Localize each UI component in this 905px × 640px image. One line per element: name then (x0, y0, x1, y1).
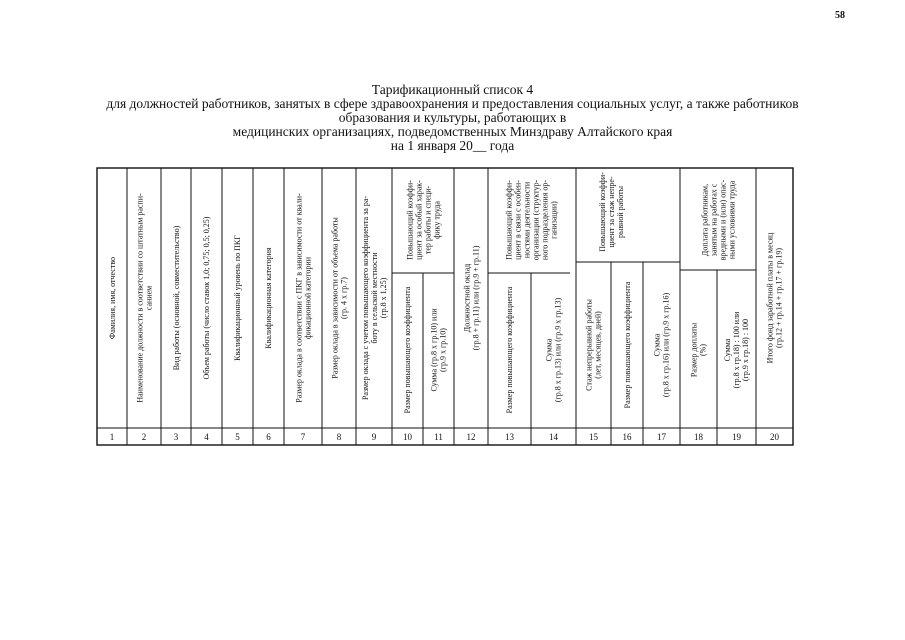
column-number-5: 5 (235, 432, 240, 442)
column-header-line: боту в сельской местности (370, 252, 379, 344)
column-header-h2 (136, 193, 154, 403)
column-number-11: 11 (434, 432, 443, 442)
column-header-line: Стаж непрерывной работы (584, 299, 594, 391)
column-header-g3 (598, 172, 625, 252)
column-header-line: Сумма (723, 338, 732, 362)
column-header-line: санием (144, 285, 154, 311)
column-header-line: ными условиями труда (727, 180, 737, 260)
column-header-h4 (202, 216, 211, 379)
column-header-line: Итого фонд заработной платы в месяц (765, 232, 775, 364)
column-header-line: Сумма (544, 338, 554, 362)
column-header-line: занятым на работах с (709, 183, 719, 257)
column-header-line: Квалификационный уровень по ПКГ (233, 235, 242, 361)
column-header-g2 (505, 179, 559, 260)
column-header-line: (гр.12 + гр.14 + гр.17 + гр.19) (774, 248, 784, 348)
column-number-4: 4 (204, 432, 209, 442)
column-header-h11 (430, 308, 448, 392)
column-header-h13 (505, 286, 514, 413)
column-header-line: фику труда (432, 201, 442, 239)
column-header-line: Размер повышающего коэффициента (403, 286, 412, 414)
header-labels (108, 172, 784, 413)
column-header-line: Сумма (652, 333, 662, 357)
column-number-8: 8 (336, 432, 342, 442)
column-header-line: (гр. 4 х гр.7) (339, 277, 349, 319)
column-number-15: 15 (589, 432, 598, 442)
column-header-h8 (331, 217, 349, 379)
column-header-line: Доплата работникам, (700, 183, 710, 257)
column-header-line: Повышающий коэффи- (598, 172, 607, 252)
column-header-h17 (653, 293, 671, 398)
column-header-line: Фамилия, имя, отчество (108, 256, 117, 340)
document-subtitle-line-2: образования и культуры, работающих в (338, 110, 567, 125)
column-header-line: Размер оклада с учетом повышающего коэффициента за ра- (361, 195, 370, 401)
column-header-line: организации (структур- (531, 179, 541, 261)
column-number-10: 10 (403, 432, 412, 442)
column-header-line: ностями деятельности (522, 181, 532, 259)
column-number-6: 6 (266, 432, 271, 442)
column-header-line: фикационной категории (303, 257, 313, 339)
column-header-line: вредными и (или) опас- (718, 179, 728, 261)
column-header-line: Повышающий коэффи- (405, 180, 415, 260)
column-header-h5 (233, 235, 242, 361)
column-header-line: (гр.8 + гр.11) или (гр.9 + гр.11) (471, 245, 481, 351)
column-header-h10 (403, 286, 412, 413)
column-header-h6 (264, 247, 273, 349)
column-header-line: Наименование должности в соответствии со штатным распи- (135, 193, 145, 403)
column-header-line: (гр.9 х гр.18) : 100 (741, 318, 750, 382)
column-header-line: (гр.9 х гр.10) (438, 328, 448, 372)
column-header-h16 (623, 281, 632, 408)
column-header-h9 (361, 196, 388, 400)
document-title: Тарификационный список 4 (371, 82, 534, 97)
column-header-line: Размер доплаты (689, 322, 699, 378)
column-header-line: ного подразделения ор- (540, 179, 550, 261)
column-header-line: Размер оклада в соответствии с ПКГ в зависимости от квали- (294, 193, 304, 403)
column-number-row (110, 432, 780, 442)
column-header-g4 (701, 179, 737, 260)
column-header-line: циент за стаж непре- (607, 176, 616, 248)
column-header-line: циент за особый харак- (414, 180, 424, 260)
document-subtitle-line-1: для должностей работников, занятых в сфере здравоохранения и предоставления социальных услуг, а также работников (106, 96, 799, 111)
column-number-14: 14 (549, 432, 558, 442)
column-number-19: 19 (732, 432, 741, 442)
column-number-13: 13 (505, 432, 514, 442)
column-header-line: (гр.8 х гр.18) : 100 или (732, 311, 741, 389)
column-header-line: Повышающий коэффи- (504, 180, 514, 260)
column-number-16: 16 (622, 432, 632, 442)
column-number-9: 9 (371, 432, 377, 442)
column-header-line: Сумма (гр.8 х гр.10) или (429, 308, 439, 392)
column-number-17: 17 (657, 432, 666, 442)
column-header-h12 (463, 245, 481, 350)
column-number-18: 18 (694, 432, 703, 442)
document-date-line: на 1 января 20__ года (390, 138, 515, 153)
column-header-line: циент в связи с особен- (513, 180, 523, 260)
column-header-line: (%) (698, 344, 708, 356)
column-header-line: рывной работы (616, 185, 625, 239)
column-header-h3 (172, 225, 181, 370)
column-header-g1 (406, 180, 442, 260)
column-header-line: (гр.8 х гр.13) или (гр.9 х гр.13) (553, 297, 563, 403)
column-header-line: Квалификационная категория (264, 247, 273, 349)
column-header-line: Объем работы (число ставок 1,0; 0,75; 0,5; 0,25) (202, 216, 211, 380)
column-header-h19 (723, 311, 750, 388)
column-header-line: Размер повышающего коэффициента (505, 286, 514, 414)
column-header-line: Размер повышающего коэффициента (623, 281, 632, 409)
column-number-7: 7 (300, 432, 306, 442)
column-number-1: 1 (109, 432, 115, 442)
column-header-line: Размер оклада в зависимости от объема работы (330, 217, 340, 379)
column-number-20: 20 (770, 432, 779, 442)
document-subtitle-line-3: медицинских организациях, подведомственных Минздраву Алтайского края (232, 124, 673, 139)
column-number-12: 12 (466, 432, 476, 442)
column-header-line: (гр.8 х 1,25) (379, 277, 388, 319)
column-number-3: 3 (173, 432, 179, 442)
column-header-line: тер работы и специ- (423, 185, 433, 255)
column-header-h7 (295, 193, 313, 403)
column-header-line: Должностной оклад (462, 263, 472, 333)
column-header-h14 (545, 298, 563, 403)
page-number: 58 (835, 10, 845, 21)
column-header-line: Вид работы (основной, совместительство) (172, 225, 181, 371)
column-header-line: ганизации) (549, 201, 559, 239)
column-header-line: (гр.8 х гр.16) или (гр.9 х гр.16) (661, 292, 671, 398)
column-header-h1 (108, 257, 117, 339)
column-header-h20 (766, 232, 784, 363)
column-header-h15 (585, 299, 603, 391)
column-number-2: 2 (141, 432, 147, 442)
column-header-h18 (690, 322, 708, 377)
column-header-line: (лет, месяцев, дней) (593, 311, 603, 379)
